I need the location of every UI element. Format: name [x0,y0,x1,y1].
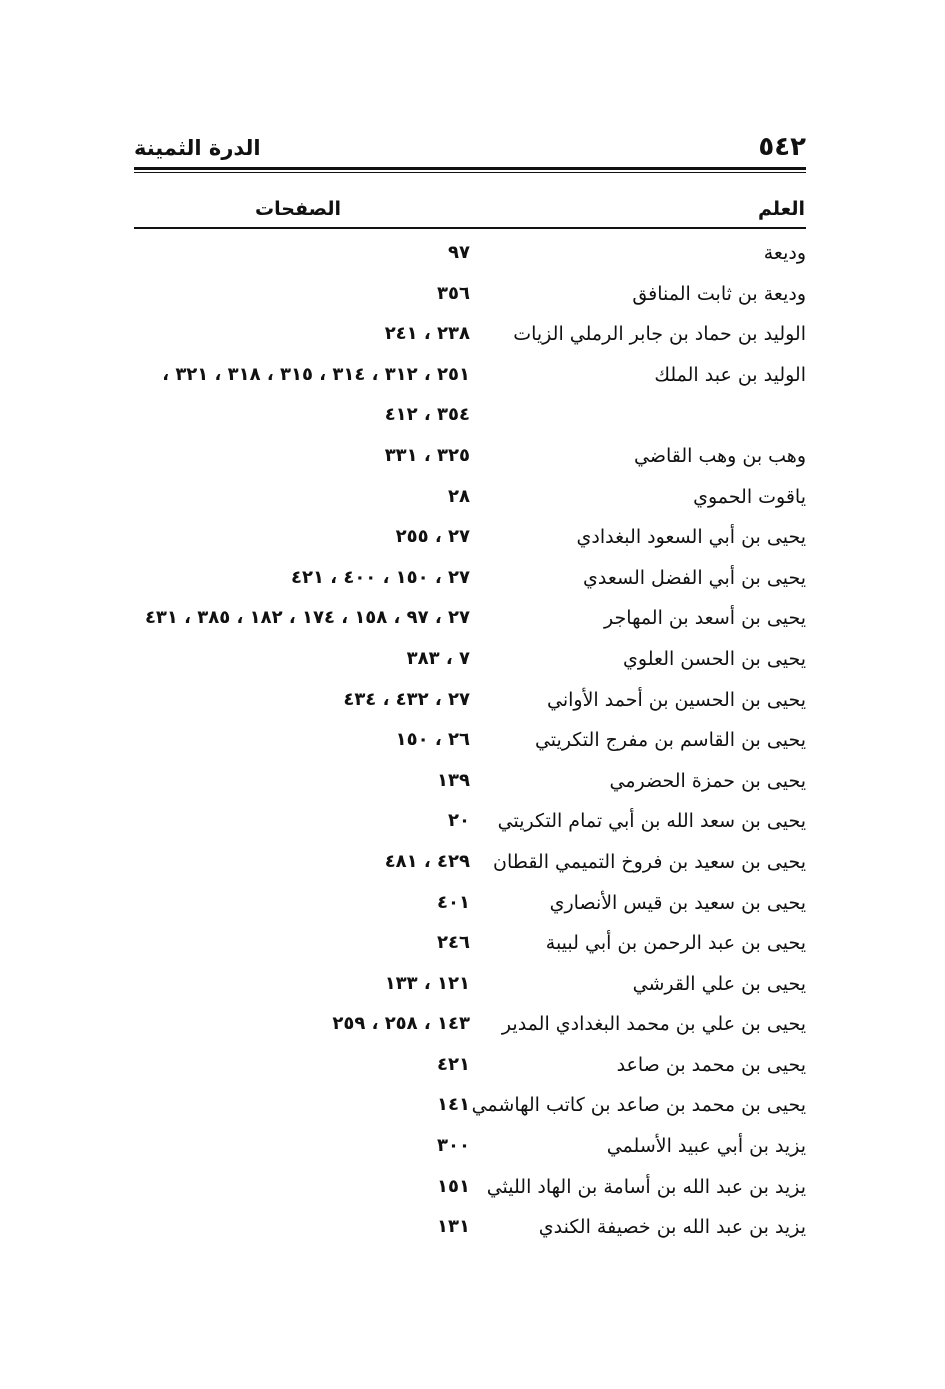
index-entry [134,603,806,644]
entry-name: يحيى بن علي بن محمد البغدادي المدير [501,1013,806,1036]
entry-pages: ١٣١ [437,1216,470,1238]
index-entry [134,969,806,1010]
entry-pages: ٢٠ [448,810,470,832]
entry-pages: ٢٤٦ [437,932,470,954]
page-header [134,132,806,172]
entry-pages: ٢٧ ، ٩٧ ، ١٥٨ ، ١٧٤ ، ١٨٢ ، ٣٨٥ ، ٤٣١ [144,607,470,629]
index-entries [134,238,806,1253]
entry-pages: ٢٧ ، ٢٥٥ [395,526,470,548]
entry-pages: ١٤١ [437,1094,470,1116]
entry-name: وهب بن وهب القاضي [633,444,806,467]
index-entry [134,441,806,482]
index-entry [134,928,806,969]
index-entry [134,563,806,604]
entry-pages: ٢٦ ، ١٥٠ [395,729,470,751]
entry-pages: ٤٢١ [437,1053,470,1075]
entry-pages: ٣٠٠ [437,1135,470,1157]
entry-name: يحيى بن سعيد بن قيس الأنصاري [549,891,806,914]
entry-pages: ٤٢٩ ، ٤٨١ [384,850,470,872]
entry-name: يحيى بن الحسن العلوي [623,647,806,670]
index-entry [134,1090,806,1131]
entry-name: يزيد بن أبي عبيد الأسلمي [606,1135,806,1158]
index-entry [134,1131,806,1172]
book-title: الدرة الثمينة [134,136,261,160]
entry-name: ياقوت الحموي [693,485,806,508]
entry-name: يحيى بن الحسين بن أحمد الأواني [547,688,806,711]
column-header-name: العلم [757,198,805,220]
index-entry [134,725,806,766]
index-entry [134,847,806,888]
entry-pages: ٧ ، ٣٨٣ [406,647,470,669]
entry-pages: ٢٧ ، ١٥٠ ، ٤٠٠ ، ٤٢١ [290,566,470,588]
entry-pages: ٢٣٨ ، ٢٤١ [384,323,470,345]
entry-name: وديعة بن ثابت المنافق [632,282,806,305]
entry-name: يحيى بن عبد الرحمن بن أبي لبيبة [545,932,806,955]
index-entry [134,522,806,563]
header-rule-thick [134,167,806,170]
index-entry [134,806,806,847]
index-entry [134,888,806,929]
entry-name: يحيى بن حمزة الحضرمي [609,769,806,792]
entry-pages: ٢٨ [448,485,470,507]
entry-pages: ١٤٣ ، ٢٥٨ ، ٢٥٩ [332,1013,470,1035]
entry-pages: ٢٧ ، ٤٣٢ ، ٤٣٤ [343,688,470,710]
entry-name: وديعة [763,242,806,264]
entry-pages: ٣٥٤ ، ٤١٢ [384,404,470,426]
index-entry [134,1050,806,1091]
entry-name: يحيى بن سعيد بن فروخ التميمي القطان [492,850,806,873]
entry-name: يزيد بن عبد الله بن أسامة بن الهاد الليثي [486,1175,806,1198]
entry-name: يحيى بن علي القرشي [632,972,806,995]
entry-name: يحيى بن أبي السعود البغدادي [576,526,806,549]
entry-name: يحيى بن القاسم بن مفرج التكريتي [534,729,806,752]
entry-name: يحيى بن سعد الله بن أبي تمام التكريتي [497,810,806,833]
index-entry [134,1212,806,1253]
entry-name: يزيد بن عبد الله بن خصيفة الكندي [538,1216,806,1239]
index-entry [134,482,806,523]
entry-pages: ١٥١ [437,1175,470,1197]
index-entry [134,319,806,360]
entry-pages: ٣٢٥ ، ٣٣١ [384,444,470,466]
entry-pages: ٤٠١ [437,891,470,913]
index-entry [134,360,806,401]
index-entry [134,238,806,279]
entry-pages: ١٣٩ [437,769,470,791]
header-rule-thin [134,172,806,173]
column-header-rule [134,227,806,229]
entry-name: يحيى بن أسعد بن المهاجر [604,607,806,630]
entry-name: الوليد بن حماد بن جابر الرملي الزيات [513,323,806,346]
index-entry [134,279,806,320]
entry-name: يحيى بن أبي الفضل السعدي [582,566,806,589]
entry-pages: ٢٥١ ، ٣١٢ ، ٣١٤ ، ٣١٥ ، ٣١٨ ، ٣٢١ ، [162,363,470,385]
index-entry [134,1172,806,1213]
entry-name: يحيى بن محمد بن صاعد [616,1053,806,1076]
column-header-pages: الصفحات [255,198,341,220]
entry-name: الوليد بن عبد الملك [654,363,806,386]
entry-name: يحيى بن محمد بن صاعد بن كاتب الهاشمي [471,1094,806,1117]
index-entry [134,685,806,726]
index-entry [134,1009,806,1050]
entry-pages: ٣٥٦ [437,282,470,304]
index-entry [134,400,806,441]
index-entry [134,766,806,807]
index-entry [134,644,806,685]
entry-pages: ٩٧ [448,242,470,263]
entry-pages: ١٢١ ، ١٣٣ [384,972,470,994]
page-number: ٥٤٢ [758,132,806,162]
